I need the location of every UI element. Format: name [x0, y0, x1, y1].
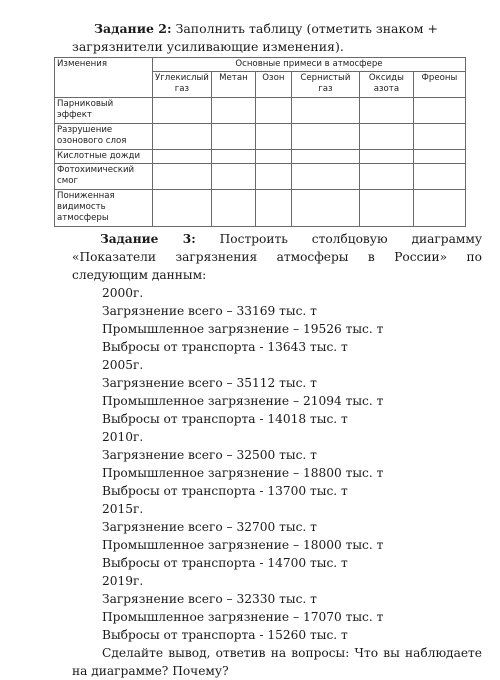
data-line: 2005г.: [102, 358, 144, 372]
data-line: Загрязнение всего – 33169 тыс. т: [102, 304, 317, 318]
table-cell[interactable]: [153, 98, 212, 124]
data-line: Промышленное загрязнение – 17070 тыс. т: [102, 610, 384, 624]
table-cell[interactable]: [413, 150, 465, 164]
data-line: 2015г.: [102, 502, 144, 516]
row-label: Фотохимический смог: [55, 164, 153, 190]
table-cell[interactable]: [255, 164, 291, 190]
table-cell[interactable]: [359, 124, 413, 150]
data-line: Промышленное загрязнение – 19526 тыс. т: [102, 322, 384, 336]
table-row: [55, 98, 466, 124]
table-cell[interactable]: [153, 124, 212, 150]
data-line: Загрязнение всего – 35112 тыс. т: [102, 376, 317, 390]
table-cell[interactable]: [291, 190, 359, 227]
table-cell[interactable]: [211, 164, 255, 190]
table-cell[interactable]: [211, 150, 255, 164]
table-row: [55, 164, 466, 190]
data-line: Выбросы от транспорта - 13643 тыс. т: [102, 340, 348, 354]
table-cell[interactable]: [291, 150, 359, 164]
header-freons: Фреоны: [413, 72, 465, 98]
data-line: 2019г.: [102, 574, 144, 588]
data-line: Выбросы от транспорта - 13700 тыс. т: [102, 484, 348, 498]
task-2-paragraph: [72, 20, 482, 56]
pollutants-table: [54, 57, 466, 227]
header-changes: Изменения: [55, 58, 153, 98]
row-label: Парниковый эффект: [55, 98, 153, 124]
header-nox: Оксиды азота: [359, 72, 413, 98]
data-line: Промышленное загрязнение – 21094 тыс. т: [102, 394, 384, 408]
table-cell[interactable]: [211, 124, 255, 150]
table-row: [55, 124, 466, 150]
table-cell[interactable]: [211, 98, 255, 124]
data-line: Промышленное загрязнение – 18800 тыс. т: [102, 466, 384, 480]
data-line: Выбросы от транспорта - 15260 тыс. т: [102, 628, 348, 642]
table-cell[interactable]: [359, 98, 413, 124]
data-line: Промышленное загрязнение – 18000 тыс. т: [102, 538, 384, 552]
data-line: Выбросы от транспорта - 14700 тыс. т: [102, 556, 348, 570]
task-3-paragraph: [72, 230, 482, 284]
data-line: Загрязнение всего – 32700 тыс. т: [102, 520, 317, 534]
table-cell[interactable]: [359, 190, 413, 227]
table-cell[interactable]: [153, 190, 212, 227]
table-cell[interactable]: [413, 164, 465, 190]
row-label: Кислотные дожди: [55, 150, 153, 164]
header-co2: Углекислый газ: [153, 72, 212, 98]
header-so2: Сернистый газ: [291, 72, 359, 98]
table-cell[interactable]: [413, 124, 465, 150]
row-label: Пониженная видимость атмосферы: [55, 190, 153, 227]
data-line: 2000г.: [102, 286, 144, 300]
row-label: Разрушение озонового слоя: [55, 124, 153, 150]
table-cell[interactable]: [359, 150, 413, 164]
table-cell[interactable]: [413, 190, 465, 227]
conclusion-question: Сделайте вывод, ответив на вопросы: Что вы наблюдаете на диаграмме? Почему?: [72, 646, 482, 678]
data-line: 2010г.: [102, 430, 144, 444]
table-cell[interactable]: [291, 124, 359, 150]
data-line: Загрязнение всего – 32330 тыс. т: [102, 592, 317, 606]
table-row: [55, 190, 466, 227]
table-cell[interactable]: [413, 98, 465, 124]
task-2: [72, 20, 482, 56]
task-3-heading: Задание 3:: [100, 232, 196, 246]
task-3: [72, 230, 482, 680]
table-cell[interactable]: [255, 190, 291, 227]
table-cell[interactable]: [255, 98, 291, 124]
header-group: Основные примеси в атмосфере: [153, 58, 466, 72]
table-cell[interactable]: [255, 150, 291, 164]
table-row: [55, 150, 466, 164]
task-3-text: Построить столбцовую диаграмму «Показатели загрязнения атмосферы в России» по следующим данным:: [72, 232, 482, 282]
header-methane: Метан: [211, 72, 255, 98]
table-cell[interactable]: [359, 164, 413, 190]
data-line: Загрязнение всего – 32500 тыс. т: [102, 448, 317, 462]
table-cell[interactable]: [211, 190, 255, 227]
table-cell[interactable]: [153, 150, 212, 164]
header-ozone: Озон: [255, 72, 291, 98]
task-2-heading: Задание 2:: [94, 21, 172, 36]
table-cell[interactable]: [255, 124, 291, 150]
task-2-text: Заполнить таблицу (отметить знаком + загрязнители усиливающие изменения).: [72, 21, 438, 54]
table-cell[interactable]: [291, 164, 359, 190]
table-cell[interactable]: [153, 164, 212, 190]
table-cell[interactable]: [291, 98, 359, 124]
data-line: Выбросы от транспорта - 14018 тыс. т: [102, 412, 348, 426]
